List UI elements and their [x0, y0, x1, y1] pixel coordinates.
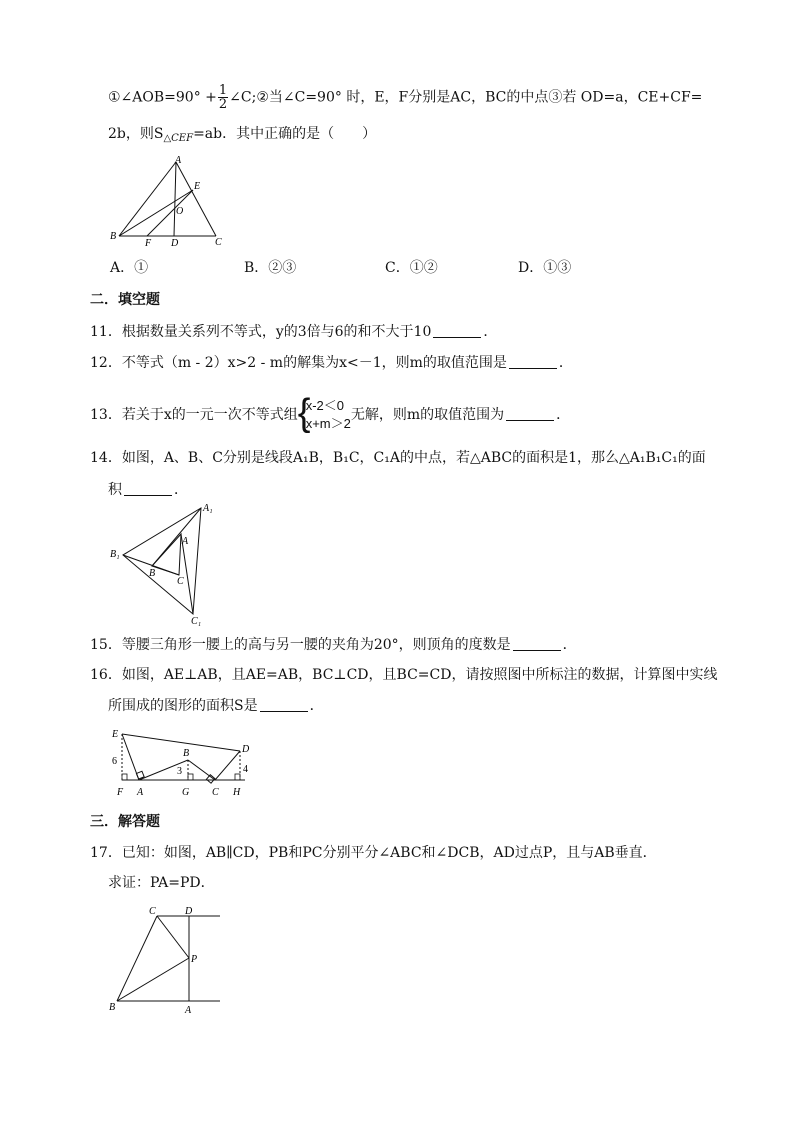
fraction-one-half — [218, 84, 228, 111]
q11-text: 11．根据数量关系列不等式，y的3倍与6的和不大于10 — [90, 324, 432, 340]
label-a: A — [182, 536, 189, 547]
frac-numerator: 1 — [218, 83, 228, 98]
q10-line1 — [108, 84, 702, 111]
label-g: G — [182, 787, 190, 798]
label-b: B — [109, 1002, 116, 1013]
q14-text: 积 — [108, 482, 122, 498]
label-b: B — [110, 231, 117, 242]
q10-text-c: 2b，则S — [108, 126, 164, 142]
segment-ac — [176, 162, 216, 236]
label-d: D — [171, 238, 179, 249]
segment-cb — [117, 916, 157, 1001]
label-c1: C₁ — [191, 616, 202, 627]
inner-triangle-abc — [152, 534, 181, 575]
inequality-1: x-2＜0 — [305, 398, 345, 413]
q16-figure — [105, 724, 265, 802]
q14-end: ． — [174, 482, 188, 498]
q15-text: 15．等腰三角形一腰上的高与另一腰的夹角为20°，则顶角的度数是 — [90, 637, 511, 653]
q14-triangle-figure — [105, 500, 230, 628]
segment-ad — [174, 162, 176, 236]
segment-bp — [117, 958, 189, 1001]
q17-figure — [105, 902, 230, 1017]
label-a: A — [185, 1005, 192, 1016]
section-title-solution: 三．解答题 — [90, 814, 160, 830]
label-o: O — [176, 206, 184, 217]
outer-triangle — [123, 508, 201, 614]
segment-ed — [122, 734, 240, 751]
q13-end: ． — [556, 407, 571, 423]
q15 — [90, 635, 577, 655]
q10-text-b: ∠C;②当∠C=90° 时，E，F分别是AC，BC的中点③若 OD=a，CE+CF= — [229, 89, 703, 106]
label-3: 3 — [177, 766, 182, 777]
right-angle-h — [235, 774, 240, 780]
q10-text-a: ①∠AOB=90° + — [108, 89, 217, 106]
label-c: C — [215, 237, 222, 248]
q10-option-d: D．①③ — [518, 260, 572, 276]
label-e: E — [112, 729, 119, 740]
q17-line2: 求证：PA=PD． — [108, 875, 215, 891]
segment-cd — [215, 751, 240, 780]
segment-ab — [119, 162, 176, 236]
q14-answer-blank[interactable] — [124, 481, 172, 496]
label-c: C — [177, 576, 184, 587]
segment-a1b — [152, 508, 201, 566]
q12-end: ． — [558, 355, 573, 371]
q13 — [90, 392, 571, 434]
segment-ef — [147, 190, 193, 236]
q12 — [90, 353, 573, 373]
q13-answer-blank[interactable] — [506, 406, 554, 421]
label-b: B — [183, 748, 190, 759]
frac-denominator: 2 — [218, 97, 228, 112]
q12-text: 12．不等式（m - 2）x>2 - m的解集为x<－1，则m的取值范围是 — [90, 355, 507, 371]
label-f: F — [145, 238, 152, 249]
section-title-fill-blank: 二．填空题 — [90, 292, 160, 308]
q10-triangle-figure — [105, 155, 235, 250]
label-a: A — [137, 787, 144, 798]
label-a1: A₁ — [203, 503, 213, 514]
label-e: E — [194, 181, 201, 192]
inequality-2: x+m＞2 — [305, 416, 351, 431]
q10-subscript: △CEF — [163, 133, 194, 144]
label-d: D — [185, 906, 193, 917]
q16-line2 — [108, 696, 324, 716]
q10-text-d: =ab．其中正确的是（ ） — [193, 126, 377, 142]
right-angle-g — [188, 774, 193, 780]
q13-text-post: 无解，则m的取值范围为 — [350, 407, 505, 423]
label-6: 6 — [112, 756, 117, 767]
q14-line2 — [108, 480, 188, 500]
inequality-system — [297, 392, 351, 434]
segment-cp — [157, 916, 189, 958]
label-f: F — [117, 787, 124, 798]
label-c: C — [149, 906, 156, 917]
q11 — [90, 322, 497, 342]
q11-answer-blank[interactable] — [433, 323, 481, 338]
q17-line1: 17．已知：如图，AB∥CD，PB和PC分别平分∠ABC和∠DCB，AD过点P，且与AB垂直． — [90, 845, 657, 861]
label-a: A — [175, 155, 182, 166]
q10-option-c: C．①② — [385, 260, 438, 276]
label-h: H — [233, 787, 241, 798]
q11-end: ． — [483, 324, 498, 340]
label-4: 4 — [243, 764, 248, 775]
right-angle-f — [122, 774, 127, 780]
q12-answer-blank[interactable] — [509, 354, 557, 369]
q16-line1: 16．如图，AE⊥AB，且AE=AB，BC⊥CD，且BC=CD，请按照图中所标注的数据，计算图中实线 — [90, 667, 718, 683]
q10-option-a: A．① — [110, 260, 149, 276]
q10-option-b: B．②③ — [244, 260, 297, 276]
label-b: B — [149, 568, 156, 579]
q14-line1: 14．如图，A、B、C分别是线段A₁B，B₁C，C₁A的中点，若△ABC的面积是1，那么△A₁B₁C₁的面 — [90, 450, 706, 466]
segment-bc — [188, 760, 215, 780]
q16-answer-blank[interactable] — [260, 697, 308, 712]
brace-icon: { — [297, 392, 311, 434]
label-p: P — [191, 954, 198, 965]
q10-line2 — [108, 124, 376, 149]
q16-end: ． — [309, 698, 324, 714]
label-b1: B₁ — [110, 549, 120, 560]
label-c: C — [212, 787, 219, 798]
q15-end: ． — [562, 637, 577, 653]
q13-text-pre: 13．若关于x的一元一次不等式组 — [90, 407, 298, 423]
q16-text: 所围成的图形的面积S是 — [108, 698, 258, 714]
label-d: D — [242, 744, 250, 755]
q15-answer-blank[interactable] — [513, 636, 561, 651]
